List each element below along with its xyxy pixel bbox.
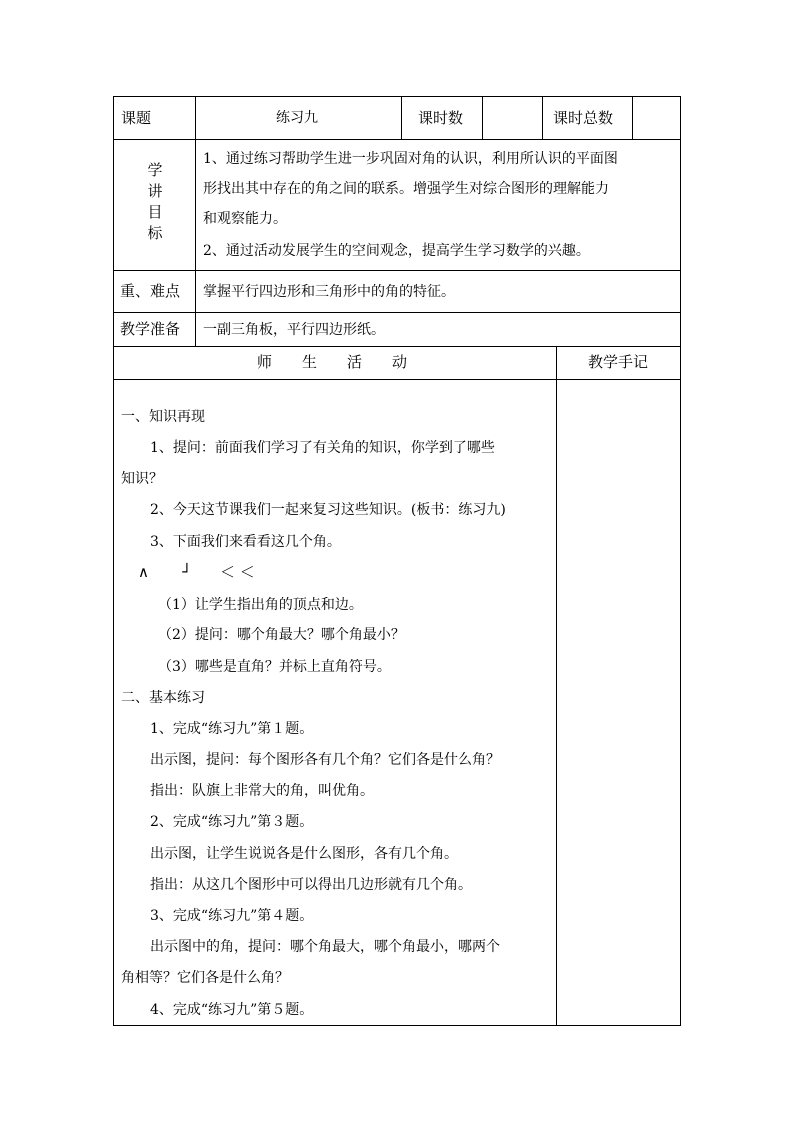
section-1-q3: 3、下面我们来看看这几个角。: [150, 534, 341, 550]
table-col-rule: [632, 96, 633, 140]
section-1-q2: 2、今天这节课我们一起来复习这些知识。(板书：练习九): [150, 502, 506, 518]
periods-label: 课时数: [418, 109, 464, 127]
table-rule: [113, 346, 681, 347]
table-col-rule: [195, 96, 196, 347]
total-periods-label: 课时总数: [553, 109, 614, 127]
table-border-bottom: [113, 1025, 681, 1026]
section-2-exercise-1: 1、完成“练习九”第１题。: [150, 721, 314, 737]
objectives-label-char: 标: [147, 224, 163, 242]
section-1-point-2: （2）提问：哪个角最大？哪个角最小？: [158, 627, 405, 643]
activity-header: 师生活动: [257, 353, 438, 371]
angle-figures: ∧ ┘ ＜ ＜: [138, 563, 255, 581]
table-border-right: [680, 96, 681, 1026]
topic-value: 练习九: [276, 110, 318, 126]
table-col-rule: [556, 346, 557, 1026]
preparation-value: 一副三角板，平行四边形纸。: [203, 322, 385, 338]
objective-1-line-a: 1、通过练习帮助学生进一步巩固对角的认识，利用所认识的平面图: [203, 151, 618, 167]
objectives-label-char: 学: [147, 161, 163, 179]
section-1-q1-line-a: 1、提问：前面我们学习了有关角的知识，你学到了哪些: [150, 440, 495, 456]
section-2-exercise-2-a: 出示图，让学生说说各是什么图形，各有几个角。: [150, 846, 458, 862]
table-col-rule: [482, 96, 483, 140]
section-2-exercise-1-b: 指出：队旗上非常大的角，叫优角。: [150, 783, 374, 799]
section-2-exercise-3-a: 出示图中的角，提问：哪个角最大，哪个角最小，哪两个: [150, 939, 500, 955]
section-1-point-1: （1）让学生指出角的顶点和边。: [158, 597, 363, 613]
section-1-q1-line-b: 知识？: [121, 471, 163, 487]
table-rule: [113, 312, 681, 313]
objectives-label-char: 讲: [147, 182, 163, 200]
section-1-title: 一、知识再现: [121, 409, 205, 425]
objective-1-line-c: 和观察能力。: [203, 211, 287, 227]
table-border-top: [113, 96, 681, 97]
key-points-label: 重、难点: [120, 282, 181, 300]
table-col-rule: [401, 96, 402, 140]
section-2-exercise-3-b: 角相等？它们各是什么角？: [121, 970, 289, 986]
notes-header: 教学手记: [588, 353, 649, 371]
table-rule: [113, 139, 681, 140]
objectives-label: [145, 160, 165, 244]
section-2-title: 二、基本练习: [121, 690, 205, 706]
section-2-exercise-3: 3、完成“练习九”第４题。: [150, 908, 314, 924]
section-2-exercise-4: 4、完成“练习九”第５题。: [150, 1002, 314, 1018]
objective-2: 2、通过活动发展学生的空间观念，提高学生学习数学的兴趣。: [203, 243, 590, 259]
preparation-label: 教学准备: [120, 320, 181, 338]
objective-1-line-b: 形找出其中存在的角之间的联系。增强学生对综合图形的理解能力: [203, 181, 609, 197]
topic-label: 课题: [121, 109, 152, 127]
key-points-value: 掌握平行四边形和三角形中的角的特征。: [203, 284, 455, 300]
table-rule: [113, 379, 681, 380]
table-col-rule: [542, 96, 543, 140]
table-rule: [113, 270, 681, 271]
objectives-label-char: 目: [147, 203, 163, 221]
table-border-left: [113, 96, 114, 1026]
section-2-exercise-1-a: 出示图，提问：每个图形各有几个角？它们各是什么角？: [150, 752, 500, 768]
section-1-point-3: （3）哪些是直角？并标上直角符号。: [158, 659, 391, 675]
section-2-exercise-2: 2、完成“练习九”第３题。: [150, 814, 314, 830]
section-2-exercise-2-b: 指出：从这几个图形中可以得出几边形就有几个角。: [150, 877, 472, 893]
